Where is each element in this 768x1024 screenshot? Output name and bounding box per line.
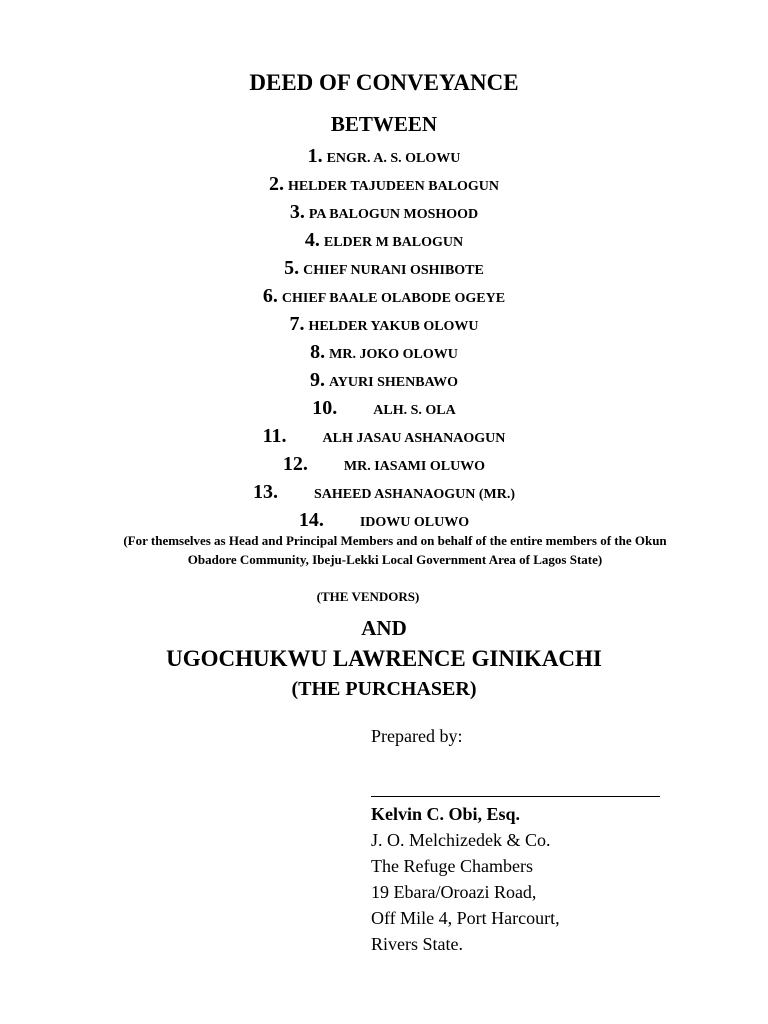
party-number: 2. xyxy=(268,173,284,195)
party-item xyxy=(0,227,768,256)
between-heading: BETWEEN xyxy=(330,112,438,136)
preparer-chambers: The Refuge Chambers xyxy=(371,856,533,876)
party-item xyxy=(0,339,768,368)
and-heading: AND xyxy=(361,616,407,640)
capacity-note: (For themselves as Head and Principal Members and on behalf of the entire members of the Okun Obadore Community, Ibeju-Lekki Local Government Area of Lagos State) xyxy=(123,533,667,567)
party-item xyxy=(0,367,768,396)
party-name: ALH. S. OLA xyxy=(373,403,456,418)
party-item xyxy=(0,311,768,340)
party-name: MR. IASAMI OLUWO xyxy=(343,459,486,474)
party-number: 6. xyxy=(262,285,278,307)
party-number: 14. xyxy=(298,509,324,531)
party-name: AYURI SHENBAWO xyxy=(328,375,458,390)
party-name: HELDER TAJUDEEN BALOGUN xyxy=(287,179,500,194)
party-item xyxy=(0,395,768,424)
party-number: 7. xyxy=(289,313,305,335)
document-title: DEED OF CONVEYANCE xyxy=(249,70,519,95)
party-item xyxy=(0,479,768,508)
party-name: CHIEF NURANI OSHIBOTE xyxy=(303,263,484,278)
party-item xyxy=(0,143,768,172)
party-number: 13. xyxy=(252,481,278,503)
preparer-name: Kelvin C. Obi, Esq. xyxy=(371,804,521,824)
party-name: CHIEF BAALE OLABODE OGEYE xyxy=(281,291,506,306)
preparer-street: 19 Ebara/Oroazi Road, xyxy=(371,882,537,902)
preparer-address-block xyxy=(371,801,560,957)
party-number: 1. xyxy=(307,145,323,167)
party-name: ENGR. A. S. OLOWU xyxy=(326,151,461,166)
party-name: ELDER M BALOGUN xyxy=(323,235,464,250)
signature-line xyxy=(371,796,660,797)
prepared-by-label: Prepared by: xyxy=(371,726,463,746)
preparer-locality: Off Mile 4, Port Harcourt, xyxy=(371,908,560,928)
party-item xyxy=(0,451,768,480)
party-item xyxy=(0,283,768,312)
party-number: 3. xyxy=(289,201,305,223)
preparer-state: Rivers State. xyxy=(371,934,463,954)
party-name: ALH JASAU ASHANAOGUN xyxy=(322,431,506,446)
party-name: MR. JOKO OLOWU xyxy=(329,347,458,362)
party-item xyxy=(0,423,768,452)
party-number: 4. xyxy=(304,229,320,251)
party-item xyxy=(0,255,768,284)
party-number: 10. xyxy=(312,397,338,419)
party-item xyxy=(0,171,768,200)
party-number: 8. xyxy=(310,341,326,363)
vendors-label: (THE VENDORS) xyxy=(316,589,420,604)
party-item xyxy=(0,199,768,228)
party-number: 11. xyxy=(262,425,287,447)
purchaser-label: (THE PURCHASER) xyxy=(291,678,477,700)
party-name: HELDER YAKUB OLOWU xyxy=(308,319,479,334)
party-name: PA BALOGUN MOSHOOD xyxy=(308,207,479,222)
preparer-firm: J. O. Melchizedek & Co. xyxy=(371,830,551,850)
party-name: SAHEED ASHANAOGUN (MR.) xyxy=(313,487,516,502)
party-number: 12. xyxy=(282,453,308,475)
party-number: 5. xyxy=(284,257,300,279)
purchaser-name: UGOCHUKWU LAWRENCE GINIKACHI xyxy=(166,646,602,671)
party-number: 9. xyxy=(309,369,325,391)
party-name: IDOWU OLUWO xyxy=(359,515,470,530)
